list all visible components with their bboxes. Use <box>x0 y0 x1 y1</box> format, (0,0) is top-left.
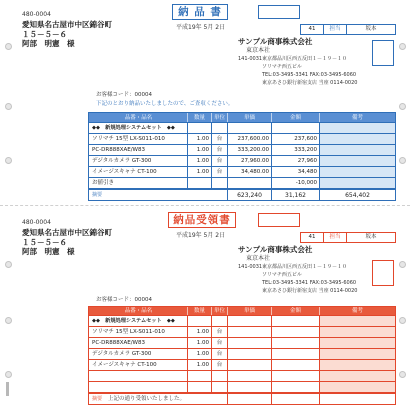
item-price <box>227 338 271 348</box>
receipt-table-footer <box>89 393 395 404</box>
remark-text: 上記の通り受領いたしました。 <box>108 396 186 402</box>
item-price: 237,600.00 <box>227 134 271 144</box>
item-note <box>319 382 395 392</box>
item-qty <box>187 371 211 381</box>
customer-address-line2: １５－５－６ <box>22 30 67 39</box>
item-price <box>227 327 271 337</box>
item-name <box>89 371 187 381</box>
receipt-table-row <box>89 371 395 382</box>
receipt-table-row <box>89 316 395 327</box>
receipt-table-row <box>89 338 395 349</box>
staff-label: 担当 <box>323 25 347 34</box>
column-header-price: 単価 <box>227 113 271 122</box>
item-name <box>89 382 187 392</box>
item-name: ソリマチ 15型 LX-S011-010 <box>92 329 165 335</box>
company-address: 東京都品川区西五反田１－１９－１０ <box>262 264 348 270</box>
item-unit: 台 <box>211 134 227 144</box>
receipt-table-row <box>89 327 395 338</box>
slip-number-box <box>258 213 300 227</box>
item-qty: 1.00 <box>187 327 211 337</box>
company-name: サンプル商事株式会社 <box>238 245 313 254</box>
item-amount <box>271 371 319 381</box>
item-note <box>319 316 395 326</box>
customer-address-line1: 愛知県名古屋市中区錦谷町 <box>22 20 112 29</box>
column-header-amount: 金額 <box>271 113 319 122</box>
item-unit: 台 <box>211 338 227 348</box>
item-name: PC-DR888XAE/W83 <box>92 147 145 153</box>
receipt-tax <box>271 394 319 404</box>
item-note <box>319 145 395 155</box>
issue-date: 平成19年 5月 2日 <box>176 24 226 31</box>
slip-number: 41 <box>308 26 316 32</box>
item-amount <box>271 349 319 359</box>
company-bank-account: 東京あさひ銀行新宿支店 当座 0114-0020 <box>262 288 358 294</box>
item-unit: 台 <box>211 360 227 370</box>
company-phone-fax: TEL:03-3495-3341 FAX:03-3495-6060 <box>262 280 357 286</box>
item-qty <box>187 123 211 133</box>
company-phone-fax: TEL:03-3495-3341 FAX:03-3495-6060 <box>262 72 357 78</box>
item-amount: 333,200 <box>271 145 319 155</box>
item-price <box>227 123 271 133</box>
item-qty: 1.00 <box>187 349 211 359</box>
item-amount <box>271 123 319 133</box>
customer-code: お客様コード：00004 <box>96 92 152 98</box>
receipt-table-header <box>89 307 395 316</box>
slip-number: 41 <box>308 234 316 240</box>
item-amount: -10,000 <box>271 178 319 188</box>
receipt-table-row <box>89 382 395 393</box>
item-price <box>227 382 271 392</box>
item-qty: 1.00 <box>187 145 211 155</box>
column-header-qty: 数量 <box>187 307 211 315</box>
remark-cell <box>89 394 227 404</box>
item-amount: 34,480 <box>271 167 319 177</box>
item-unit: 台 <box>211 327 227 337</box>
company-branch: 東京本社 <box>246 255 271 262</box>
item-price <box>227 371 271 381</box>
delivery-message: 下記のとおり納品いたしましたので、ご査収ください。 <box>96 101 234 107</box>
column-header-name: 品番・品名 <box>124 308 153 314</box>
company-building: ソリマチ西五ビル <box>262 272 302 278</box>
item-note <box>319 360 395 370</box>
delivery-total: 654,402 <box>319 190 395 200</box>
item-name: デジタルカメラ GT-300 <box>92 351 152 357</box>
item-price <box>227 360 271 370</box>
receipt-table-row <box>89 360 395 371</box>
column-header-note: 備考 <box>319 113 395 122</box>
item-qty: 1.00 <box>187 167 211 177</box>
column-header-qty: 数量 <box>187 113 211 122</box>
item-name: デジタルカメラ GT-300 <box>92 158 152 164</box>
company-bank-account: 東京あさひ銀行新宿支店 当座 0114-0020 <box>262 80 358 86</box>
item-qty <box>187 316 211 326</box>
delivery-table-header <box>89 113 395 123</box>
column-header-unit: 単位 <box>211 113 227 122</box>
item-note <box>319 134 395 144</box>
receipt-items-table <box>88 306 396 405</box>
staff-name: 坂本 <box>365 26 377 32</box>
customer-address-line1: 愛知県名古屋市中区錦谷町 <box>22 228 112 237</box>
company-postal-code: 141-0031 <box>238 264 263 270</box>
item-price: 34,480.00 <box>227 167 271 177</box>
item-note <box>319 167 395 177</box>
delivery-table-row <box>89 123 395 134</box>
remark-label: 摘要 <box>92 396 103 402</box>
delivery-receipt <box>0 208 410 410</box>
delivery-table-row <box>89 145 395 156</box>
slip-reference-row <box>300 24 396 35</box>
remark-label: 摘要 <box>92 192 103 198</box>
company-seal-box <box>372 40 394 66</box>
customer-address-line2: １５－５－６ <box>22 238 67 247</box>
item-note <box>319 338 395 348</box>
customer-code: お客様コード：00004 <box>96 297 152 303</box>
item-qty: 1.00 <box>187 360 211 370</box>
item-amount <box>271 382 319 392</box>
issue-date: 平成19年 5月 2日 <box>176 232 226 239</box>
item-price <box>227 349 271 359</box>
item-qty <box>187 382 211 392</box>
item-qty <box>187 178 211 188</box>
column-header-amount: 金額 <box>271 307 319 315</box>
column-header-name: 品番・品名 <box>124 115 153 121</box>
item-note <box>319 349 395 359</box>
column-header-price: 単価 <box>227 307 271 315</box>
item-name: イメージスキャナ CT-100 <box>92 362 157 368</box>
perforation-line <box>0 205 410 206</box>
item-price: 333,200.00 <box>227 145 271 155</box>
item-price <box>227 316 271 326</box>
item-amount: 27,960 <box>271 156 319 166</box>
customer-name: 阿部 明憲 様 <box>22 247 75 256</box>
item-unit <box>211 316 227 326</box>
item-name: ◆◆ 新規処理システムセット ◆◆ <box>92 125 175 131</box>
item-amount: 237,600 <box>271 134 319 144</box>
item-qty: 1.00 <box>187 134 211 144</box>
item-amount <box>271 327 319 337</box>
item-name: イメージスキャナ CT-100 <box>92 169 157 175</box>
staff-label: 担当 <box>323 233 347 242</box>
item-unit: 台 <box>211 145 227 155</box>
item-unit <box>211 382 227 392</box>
delivery-table-row <box>89 156 395 167</box>
delivery-table-footer <box>89 189 395 200</box>
receipt-subtotal <box>227 394 271 404</box>
item-unit: 台 <box>211 156 227 166</box>
item-unit <box>211 371 227 381</box>
company-postal-code: 141-0031 <box>238 56 263 62</box>
item-name: ◆◆ 新規処理システムセット ◆◆ <box>92 318 175 324</box>
company-name: サンプル商事株式会社 <box>238 37 313 46</box>
item-note <box>319 371 395 381</box>
remark-cell <box>89 190 227 200</box>
item-amount <box>271 338 319 348</box>
item-price <box>227 178 271 188</box>
delivery-table-row <box>89 178 395 189</box>
company-address: 東京都品川区西五反田１－１９－１０ <box>262 56 348 62</box>
item-note <box>319 123 395 133</box>
item-name: お値引き <box>92 180 115 186</box>
column-header-note: 備考 <box>319 307 395 315</box>
delivery-tax: 31,162 <box>271 190 319 200</box>
item-qty: 1.00 <box>187 156 211 166</box>
customer-postal-code: 480-0004 <box>22 219 51 226</box>
delivery-table-row <box>89 134 395 145</box>
delivery-table-row <box>89 167 395 178</box>
slip-title: 納 品 書 <box>172 4 228 20</box>
column-header-unit: 単位 <box>211 307 227 315</box>
item-amount <box>271 360 319 370</box>
item-amount <box>271 316 319 326</box>
customer-name: 阿部 明憲 様 <box>22 39 75 48</box>
delivery-items-table <box>88 112 396 201</box>
receipt-stamp-box <box>372 260 394 286</box>
receipt-total <box>319 394 395 404</box>
slip-number-box <box>258 5 300 19</box>
item-unit: 台 <box>211 349 227 359</box>
slip-title: 納品受領書 <box>168 212 236 228</box>
staff-name: 坂本 <box>365 234 377 240</box>
item-note <box>319 327 395 337</box>
delivery-subtotal: 623,240 <box>227 190 271 200</box>
customer-postal-code: 480-0004 <box>22 11 51 18</box>
item-qty: 1.00 <box>187 338 211 348</box>
receipt-table-row <box>89 349 395 360</box>
company-branch: 東京本社 <box>246 47 271 54</box>
company-building: ソリマチ西五ビル <box>262 64 302 70</box>
item-name: ソリマチ 15型 LX-S011-010 <box>92 136 165 142</box>
item-note <box>319 156 395 166</box>
item-note <box>319 178 395 188</box>
item-unit <box>211 123 227 133</box>
item-price: 27,960.00 <box>227 156 271 166</box>
item-unit <box>211 178 227 188</box>
item-name: PC-DR888XAE/W83 <box>92 340 145 346</box>
slip-reference-row <box>300 232 396 243</box>
item-unit: 台 <box>211 167 227 177</box>
